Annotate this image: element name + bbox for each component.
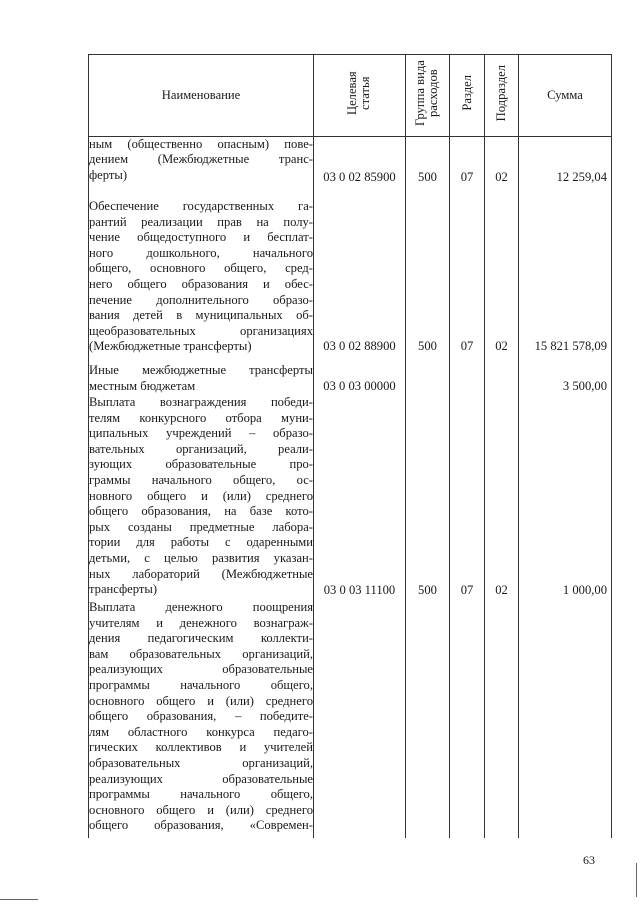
table-row bbox=[89, 363, 612, 395]
row-subsection: 02 bbox=[485, 136, 519, 199]
budget-table bbox=[88, 54, 612, 838]
row-target-article: 03 0 02 88900 bbox=[314, 199, 406, 363]
row-target-article: 03 0 03 00000 bbox=[314, 363, 406, 395]
row-sum: 3 500,00 bbox=[519, 363, 612, 395]
row-expense-group: 500 bbox=[406, 395, 450, 600]
page-number: 63 bbox=[583, 853, 595, 867]
table-row bbox=[89, 395, 612, 600]
header-name: Наименование bbox=[89, 55, 314, 137]
row-name: ным (общественно опасным) пове- дением (Межбюджетные транс- ферты) bbox=[89, 136, 314, 199]
row-section bbox=[450, 600, 485, 838]
table-header-row bbox=[89, 55, 612, 137]
header-target-article: Целевая статья bbox=[314, 55, 406, 137]
row-expense-group bbox=[406, 363, 450, 395]
table-row bbox=[89, 199, 612, 363]
row-section: 07 bbox=[450, 199, 485, 363]
header-sum: Сумма bbox=[519, 55, 612, 137]
table-row bbox=[89, 600, 612, 838]
row-sum: 15 821 578,09 bbox=[519, 199, 612, 363]
row-section: 07 bbox=[450, 136, 485, 199]
row-section bbox=[450, 363, 485, 395]
row-subsection: 02 bbox=[485, 395, 519, 600]
row-name: Выплата вознаграждения победи- телям конкурсного отбора муни- ципальных учреждений – образо- вательных организаций, реали- зующих образовательные про- граммы начального общего, ос- новного общего и (или) среднего общего образования, на базе кото- рых созданы предметные лабора- тории для работы с одаренными детьми, с целью развития указан- ных лабораторий (Межбюджетные трансферты) bbox=[89, 395, 314, 600]
row-name: Выплата денежного поощрения учителям и денежного вознаграж- дения педагогическим коллекти- вам образовательных организаций, реализующих образовательные программы начального общего, основного общего и (или) среднего общего образования, – победите- лям областного конкурса педаго- гических коллективов и учителей образовательных организаций, реализующих образовательные программы начального общего, основного общего и (или) среднего общего образования, «Современ- bbox=[89, 600, 314, 838]
row-sum: 1 000,00 bbox=[519, 395, 612, 600]
row-name: Обеспечение государственных га- рантий реализации прав на полу- чение общедоступного и бесплат- ного дошкольного, начального общего, основного общего, сред- него общего образования и обес- печение дополнительного образо- вания детей в муниципальных об- щеобразовательных организациях (Межбюджетные трансферты) bbox=[89, 199, 314, 363]
scan-edge-mark bbox=[636, 863, 637, 897]
row-target-article: 03 0 02 85900 bbox=[314, 136, 406, 199]
row-name: Иные межбюджетные трансферты местным бюджетам bbox=[89, 363, 314, 395]
row-target-article: 03 0 03 11100 bbox=[314, 395, 406, 600]
header-section: Раздел bbox=[450, 55, 485, 137]
scan-bottom-rule bbox=[0, 899, 38, 900]
row-subsection: 02 bbox=[485, 199, 519, 363]
row-expense-group: 500 bbox=[406, 136, 450, 199]
header-subsection: Подраздел bbox=[485, 55, 519, 137]
row-subsection bbox=[485, 600, 519, 838]
row-sum bbox=[519, 600, 612, 838]
row-section: 07 bbox=[450, 395, 485, 600]
row-target-article bbox=[314, 600, 406, 838]
table-row bbox=[89, 136, 612, 199]
row-sum: 12 259,04 bbox=[519, 136, 612, 199]
header-expense-group: Группа вида расходов bbox=[406, 55, 450, 137]
row-expense-group bbox=[406, 600, 450, 838]
row-expense-group: 500 bbox=[406, 199, 450, 363]
row-subsection bbox=[485, 363, 519, 395]
